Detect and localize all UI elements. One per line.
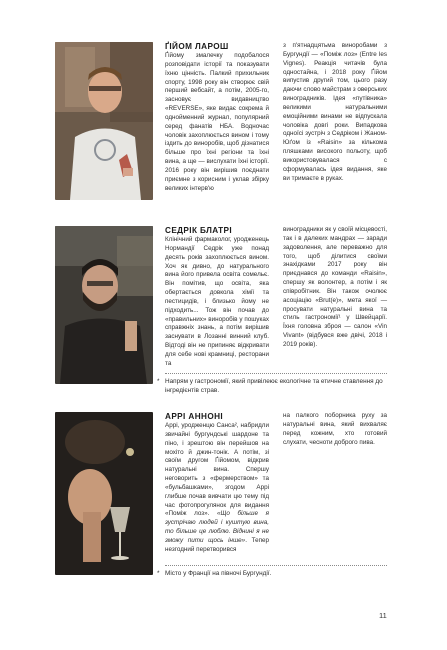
- footnote-1-text: Напрям у гастрономії, який привілеює екологічне та етичне ставлення до інгредієнтів страв.: [165, 378, 383, 394]
- person-name-cedric: СЕДРІК БЛАТРІ: [165, 226, 233, 235]
- photo-harry-annoni: [55, 412, 153, 575]
- bio-harry-text: Аррі, уродженцю Санса², набридли звичайні бургундські шардоне та піно, і зрештою він перейшов на мохіто й джин-тонік. А потім, зі своїм другом Ґійомом, відкрив натуральні вина. Спершу неговорить з «фермерством» та «бульбашками», згодом Аррі глибше почав вивчати цю тему під час фотопрогулянок для видання «Поміж лоз».: [165, 422, 269, 518]
- footnote-mark: *: [157, 570, 160, 577]
- footnote-mark: *: [157, 378, 160, 385]
- person-name-guillaume: ҐІЙОМ ЛАРОШ: [165, 42, 229, 51]
- bio-cedric-col2: виноградники як у своїй місцевості, так і в далеких мандрах — заради задоволення, але переважно для того, щоб ділитися своїми знахідками 2017 року він приєднався до команди «Raisin», спершу як волонтер, а потім і як співробітник. Він також очолює асоціацію «Brut(e)», мета якої — просувати натуральні вина та стиль гастрономії¹ у Швейцарії. Їхня головна зброя — салон «Vin Vivant» (відбувся вже двічі, 2018 і 2019 років).: [283, 226, 387, 348]
- photo-cedric-blatrie: [55, 226, 153, 384]
- footnote-1: [157, 378, 390, 396]
- footnote-divider: [165, 373, 387, 374]
- footnote-2-text: Місто у Франції на півночі Бургундії.: [165, 570, 272, 577]
- footnote-2: [157, 570, 390, 579]
- bio-guillaume-col2: з п'ятнадцятьма виноробами з Бургундії — «Поміж лоз» (Entre les Vignes). Реакція читачів була одностайна, і 2018 року Ґійом випустив другий том, цього разу даючи слово майстрам з оверських виноградників. Ідея «путівника» великими натуральними емоційними винами не відпускала чоловіка довгі роки. Випадкова одноїсі зустріч з Седріком і Жаном-Юґом із «Raisin» за кількома пляшками високого польоту, щоб використовувалася с сформувалась ідея видання, яке ви тримаєте в руках.: [283, 42, 387, 182]
- bio-guillaume-col1: Ґійому змалечку подобалося розповідати історії та показувати їхню цінність. Палкий прихильник спорту, 1998 року він створює свій перший вебсайт, а потім, 2005-го, засновує видавництво «REVERSE», яке видає сокрема й однойменний журнал, популярний серед фанатів НБА. Водночас чоловік захоплюється вином і тому іздить до виноробів, щоб дізнатися більше про їхні регіони та їхні вина, а ще — вислухати їхні історії. 2016 року він вирішив поєднати приємне з корисним і уклав збірку великих інтерв'ю: [165, 52, 269, 192]
- photo-guillaume-laroche: [55, 42, 153, 200]
- bio-harry-quote: «Що більше я зустрічаю людей і куштую вина, то більше це люблю. Віднині я не зможу пити щось інше»: [165, 510, 269, 544]
- bio-harry-col1: [165, 422, 269, 555]
- footnote-divider: [165, 565, 387, 566]
- bio-harry-tail: . Тепер незгодний перетворився: [165, 536, 269, 553]
- person-name-harry: АРРІ АННОНІ: [165, 412, 224, 421]
- page-number: 11: [379, 611, 387, 620]
- bio-harry-col2: на палкого поборника руху за натуральні вина, який вихваляє перед кожним, хто готовий слухати, чесноти доброго пива.: [283, 412, 387, 446]
- bio-cedric-col1: Клінічний фармаколог, уродженець Нормандії Седрік уже понад десять років захоплюється вином. Хоч як дивно, до натурального вина його привела освіта сомельє. Він помітив, що освіта, яка обертається довкола хімії та пестицидів, і близько йому не підходить... Тож він почав до «правильних» виноробів у пошуках справжніх знань, а потім вирішив заснувати в Лозанні винний клуб. Відтоді він не припиняє відкривати для себе нові крамниці, ресторани та: [165, 236, 269, 367]
